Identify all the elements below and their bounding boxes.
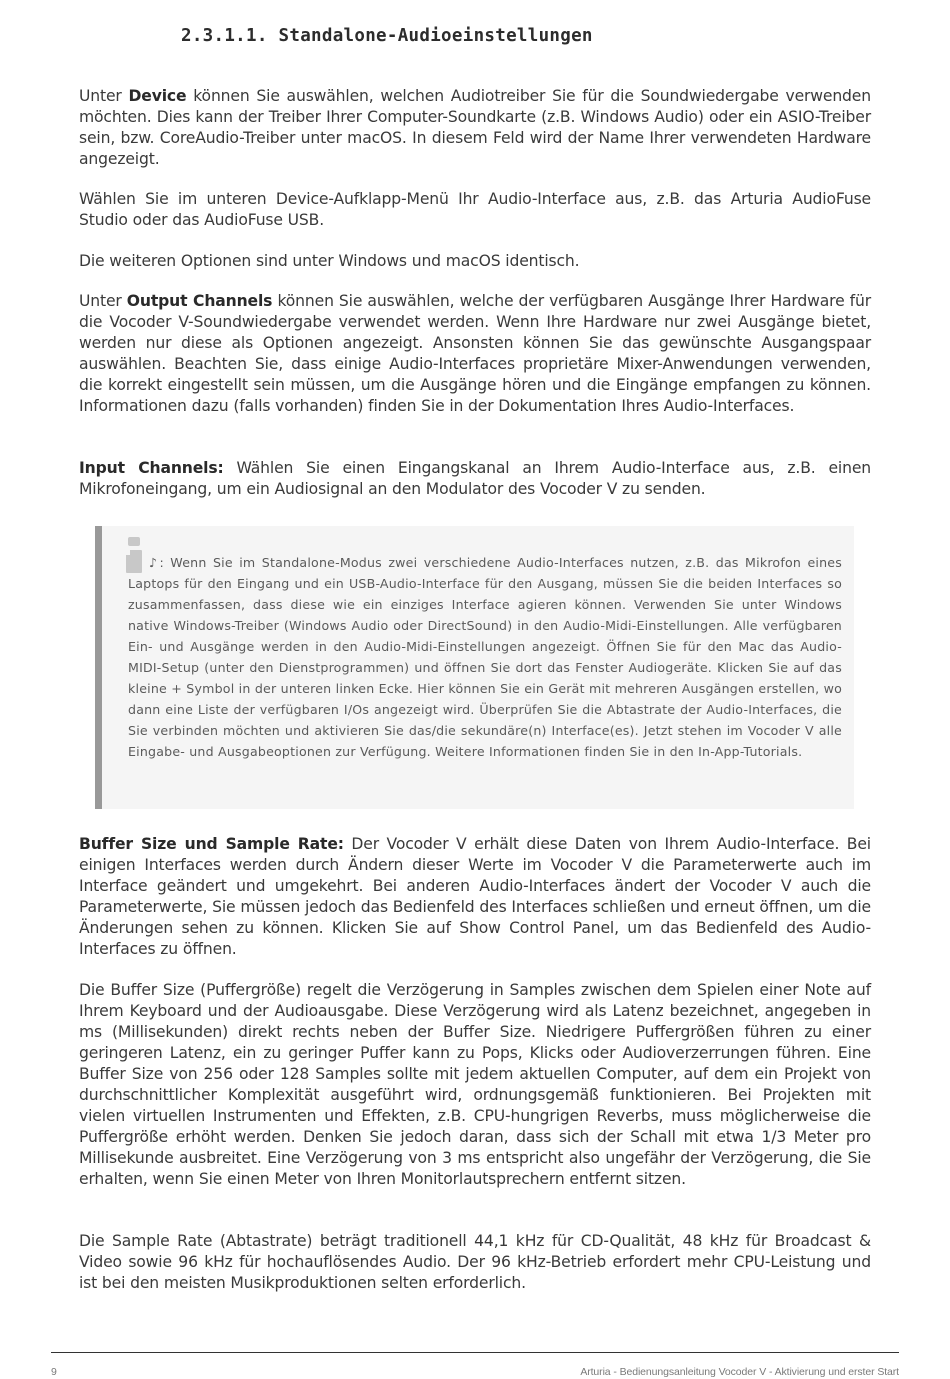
buffer-sample-rate-term: Buffer Size und Sample Rate: <box>79 835 344 853</box>
options-identical-text: Die weiteren Optionen sind unter Windows und macOS identisch. <box>79 252 580 270</box>
paragraph-device <box>79 86 871 170</box>
paragraph-buffer-size <box>79 980 871 1190</box>
device-body-text: können Sie auswählen, welchen Audiotreiber Sie für die Soundwiedergabe verwenden möchten. Dies kann der Treiber Ihrer Computer-Soundkarte (z.B. Windows Audio) oder ein ASIO-Treiber sein, bzw. CoreAudio-Treiber unter macOS. In diesem Feld wird der Name Ihrer verwendeten Hardware angezeigt. <box>79 87 871 168</box>
paragraph-output-channels <box>79 291 871 417</box>
select-interface-text: Wählen Sie im unteren Device-Aufklapp-Menü Ihr Audio-Interface aus, z.B. das Arturia AudioFuse Studio oder das AudioFuse USB. <box>79 190 871 229</box>
paragraph-sample-rate <box>79 1231 871 1294</box>
section-heading: 2.3.1.1. Standalone-Audioeinstellungen <box>181 26 593 46</box>
paragraph-buffer-sample-rate <box>79 834 871 960</box>
paragraph-input-channels <box>79 458 871 500</box>
output-channels-term: Output Channels <box>126 292 273 310</box>
buffer-size-text: Die Buffer Size (Puffergröße) regelt die Verzögerung in Samples zwischen dem Spielen einer Note auf Ihrem Keyboard und der Audioausgabe. Diese Verzögerung wird als Latenz bezeichnet, angegeben in ms (Millisekunden) direkt rechts neben der Buffer Size. Niedrigere Puffergrößen führen zu einer geringeren Latenz, ein zu geringer Puffer kann zu Pops, Klicks oder Audioverzerrungen führen. Eine Buffer Size von 256 oder 128 Samples sollte mit jedem aktuellen Computer, auf dem ein Projekt von durchschnittlicher Komplexität ausgeführt wird, ordnungsgemäß funktionieren. Bei Projekten mit vielen virtuellen Instrumenten und Effekten, z.B. CPU-hungrigen Reverbs, muss möglicherweise die Puffergröße erhöht werden. Denken Sie jedoch daran, dass sich der Schall mit etwa 1/3 Meter pro Millisekunde ausbreitet. Eine Verzögerung von 3 ms entspricht also ungefähr der Verzögerung, die Sie erhalten, wenn Sie einen Meter von Ihren Monitorlautsprechern entfernt sitzen. <box>79 981 871 1188</box>
output-channels-lead-text: Unter <box>79 292 127 310</box>
footer-document-title: Arturia - Bedienungsanleitung Vocoder V - Aktivierung und erster Start <box>580 1366 899 1378</box>
buffer-sample-rate-body-text: Der Vocoder V erhält diese Daten von Ihrem Audio-Interface. Bei einigen Interfaces werden durch Ändern dieser Werte im Vocoder V die Parameterwerte auch im Interface geändert und umgekehrt. Bei anderen Audio-Interfaces ändert der Vocoder V auch die Parameterwerte, Sie müssen jedoch das Bedienfeld des Interfaces schließen und erneut öffnen, um die Änderungen sehen zu können. Klicken Sie auf Show Control Panel, um das Bedienfeld des Audio-Interfaces zu öffnen. <box>79 835 871 958</box>
output-channels-body-text: können Sie auswählen, welche der verfügbaren Ausgänge Ihrer Hardware für die Vocoder V-Soundwiedergabe verwendet werden. Wenn Ihre Hardware nur zwei Ausgänge bietet, werden nur diese als Optionen angezeigt. Ansonsten können Sie das gewünschte Ausgangspaar auswählen. Beachten Sie, dass einige Audio-Interfaces proprietäre Mixer-Anwendungen verwenden, die korrekt eingestellt sein müssen, um die Ausgänge hören und die Eingänge empfangen zu können. Informationen dazu (falls vorhanden) finden Sie in der Dokumentation Ihres Audio-Interfaces. <box>79 292 871 415</box>
sample-rate-text: Die Sample Rate (Abtastrate) beträgt traditionell 44,1 kHz für CD-Qualität, 48 kHz für Broadcast & Video sowie 96 kHz für hochauflösendes Audio. Der 96 kHz-Betrieb erfordert mehr CPU-Leistung und ist bei den meisten Musikproduktionen selten erforderlich. <box>79 1232 871 1292</box>
footer-divider <box>51 1352 899 1353</box>
footer-page-number: 9 <box>51 1366 57 1378</box>
info-callout-text: ♪: Wenn Sie im Standalone-Modus zwei verschiedene Audio-Interfaces nutzen, z.B. das Mikrofon eines Laptops für den Eingang und ein USB-Audio-Interface für den Ausgang, müssen Sie die beiden Interfaces so zusammenfassen, dass diese wie ein einziges Interface agieren können. Verwenden Sie unter Windows native Windows-Treiber (Windows Audio oder DirectSound) in den Audio-Midi-Einstellungen. Alle verfügbaren Ein- und Ausgänge werden in den Audio-Midi-Einstellungen angezeigt. Öffnen Sie für den Mac das Audio-MIDI-Setup (unter den Dienstprogrammen) und öffnen Sie dort das Fenster Audiogeräte. Klicken Sie auf das kleine + Symbol in der unteren linken Ecke. Hier können Sie ein Gerät mit mehreren Ausgängen erstellen, wo dann eine Liste der verfügbaren I/Os angezeigt wird. Überprüfen Sie die Abtastrate der Audio-Interfaces, die Sie verbinden möchten und aktivieren Sie das/die sekundäre(n) Interface(es). Jetzt stehen im Vocoder V alle Eingabe- und Ausgabeoptionen zur Verfügung. Weitere Informationen finden Sie in den In-App-Tutorials. <box>128 555 842 759</box>
paragraph-select-interface <box>79 189 871 231</box>
paragraph-options-identical <box>79 251 871 272</box>
device-lead-text: Unter <box>79 87 129 105</box>
input-channels-body-text: Wählen Sie einen Eingangskanal an Ihrem Audio-Interface aus, z.B. einen Mikrofoneingang, um ein Audiosignal an den Modulator des Vocoder V zu senden. <box>79 459 871 498</box>
input-channels-term: Input Channels: <box>79 459 224 477</box>
info-callout-box <box>95 526 854 809</box>
device-term: Device <box>128 87 187 105</box>
